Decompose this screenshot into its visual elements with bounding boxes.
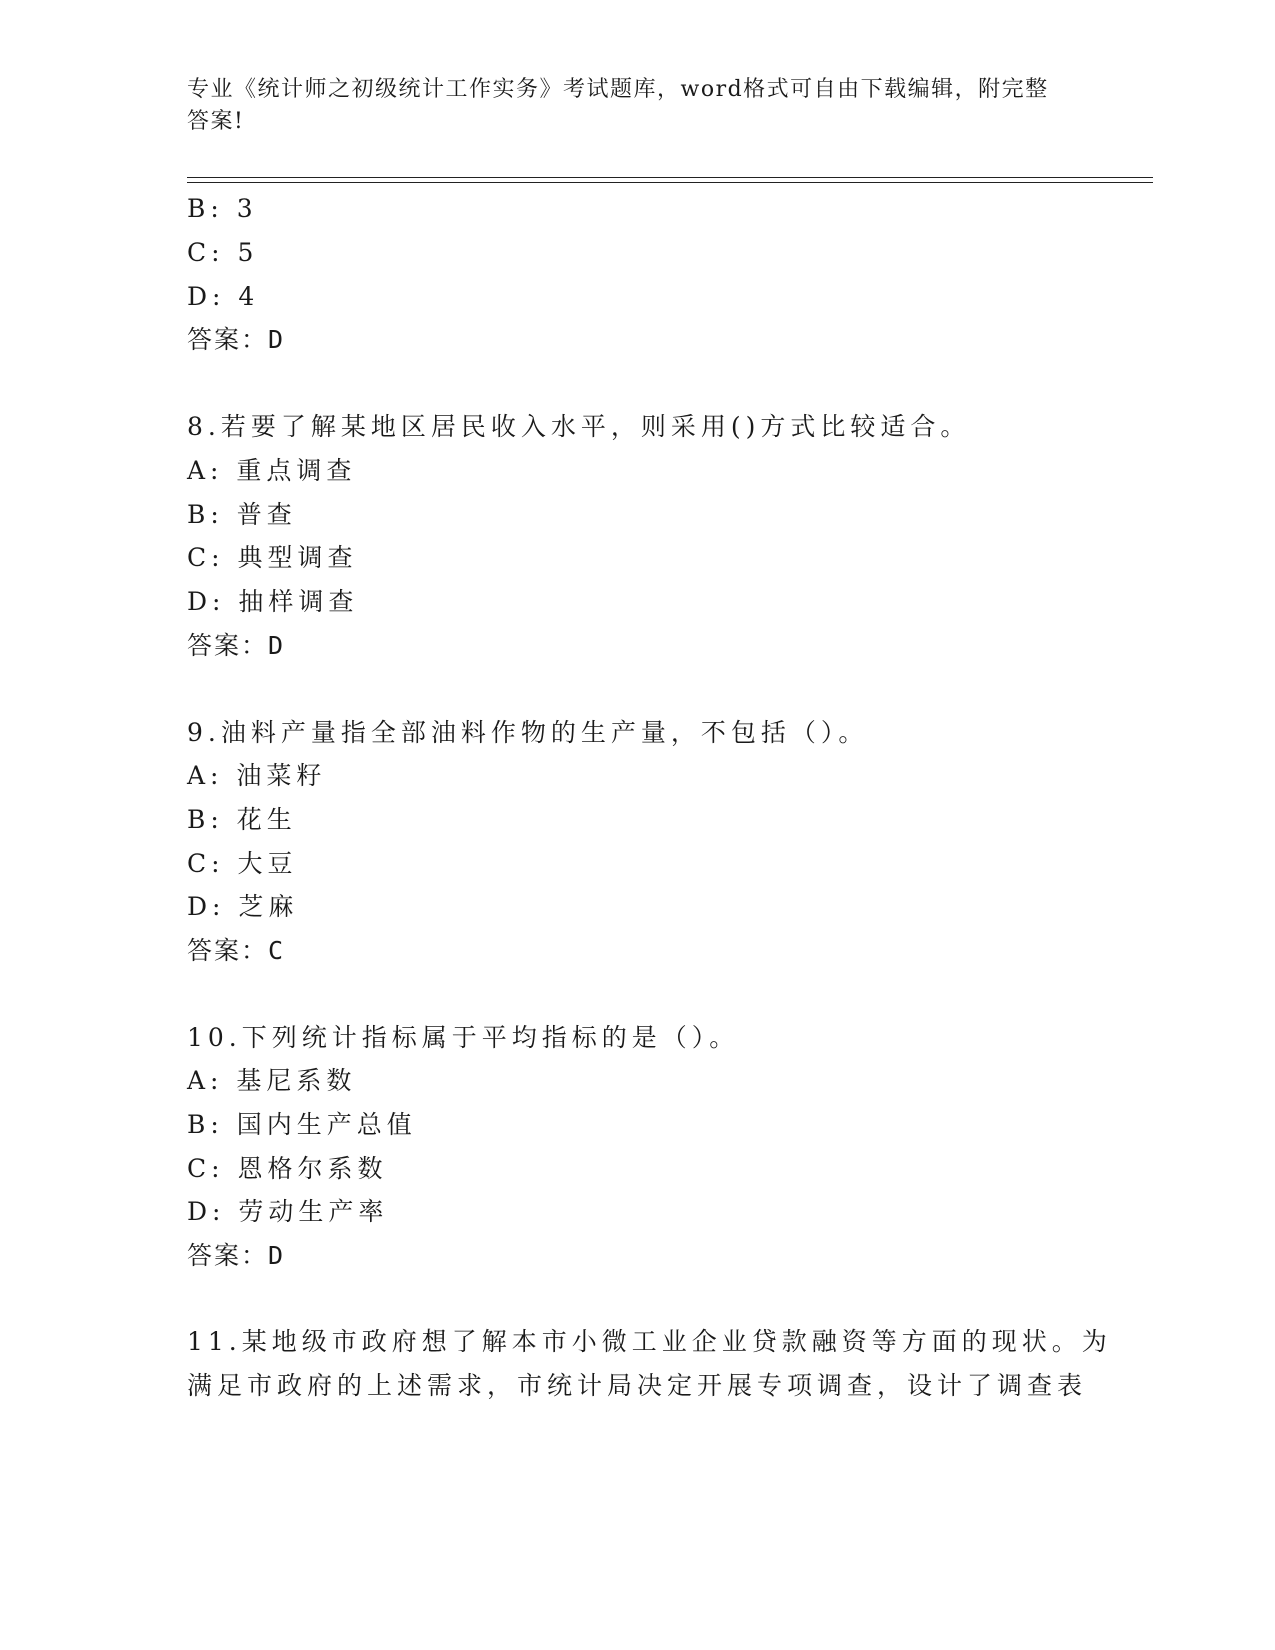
option-b: B: 国内生产总值 [187, 1110, 417, 1139]
answer-label: 答案： [187, 936, 269, 965]
answer-line [187, 936, 283, 966]
option-b: B: 3 [187, 194, 258, 223]
option-b: B: 花生 [187, 805, 297, 834]
answer-label: 答案： [187, 325, 269, 354]
option-d: D: 抽样调查 [187, 587, 359, 616]
option-a: A: 重点调查 [187, 456, 357, 485]
header-divider-top [187, 177, 1153, 178]
answer-line [187, 325, 283, 355]
question-9: 9.油料产量指全部油料作物的生产量，不包括（）。 [187, 718, 869, 747]
option-b: B: 普查 [187, 500, 297, 529]
question-10: 10.下列统计指标属于平均指标的是（）。 [187, 1023, 740, 1052]
option-d: D: 4 [187, 282, 260, 311]
option-c: C: 5 [187, 238, 259, 267]
option-c: C: 大豆 [187, 849, 298, 878]
question-8: 8.若要了解某地区居民收入水平，则采用()方式比较适合。 [187, 412, 971, 441]
document-header: 专业《统计师之初级统计工作实务》考试题库，word格式可自由下载编辑，附完整答案! [187, 77, 1049, 134]
answer-line [187, 631, 283, 661]
option-a: A: 基尼系数 [187, 1066, 357, 1095]
option-a: A: 油菜籽 [187, 761, 327, 790]
question-11-line-1: 11.某地级市政府想了解本市小微工业企业贷款融资等方面的现状。为 [187, 1327, 1112, 1356]
answer-line [187, 1241, 283, 1271]
answer-value: D [268, 325, 284, 354]
answer-label: 答案： [187, 1241, 269, 1270]
option-d: D: 劳动生产率 [187, 1197, 389, 1226]
answer-value: D [268, 631, 284, 660]
question-11-line-2: 满足市政府的上述需求，市统计局决定开展专项调查，设计了调查表 [187, 1371, 1088, 1400]
option-d: D: 芝麻 [187, 892, 299, 921]
answer-label: 答案： [187, 631, 269, 660]
answer-value: C [268, 936, 284, 965]
answer-value: D [268, 1241, 284, 1270]
header-divider-bottom [187, 182, 1153, 183]
option-c: C: 恩格尔系数 [187, 1154, 388, 1183]
option-c: C: 典型调查 [187, 543, 358, 572]
